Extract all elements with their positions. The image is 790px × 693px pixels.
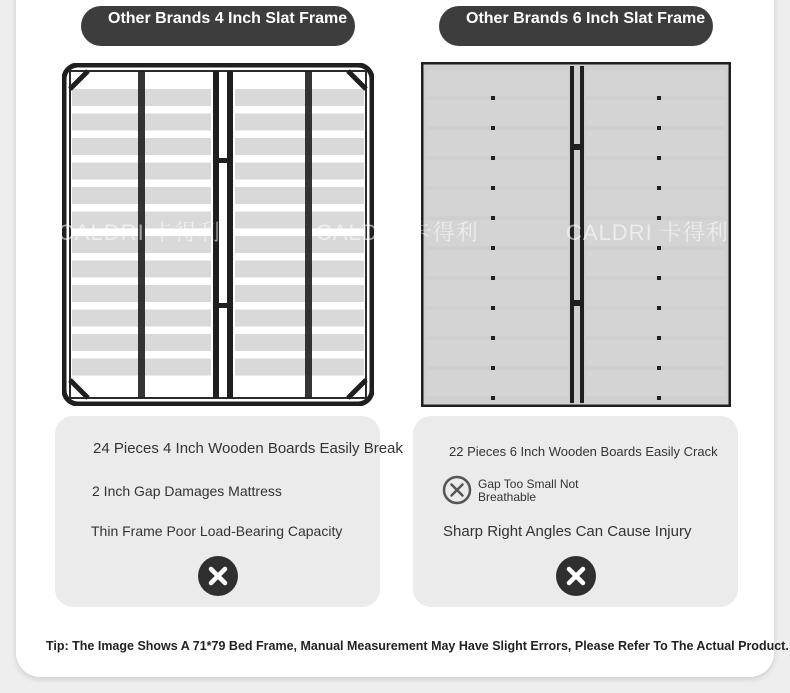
right-issue-3: Sharp Right Angles Can Cause Injury [443, 523, 692, 540]
close-icon [198, 556, 238, 596]
right-issue-2: Gap Too Small Not Breathable [478, 477, 579, 504]
left-title-pill [81, 6, 355, 46]
watermark-1: CALDRI 卡得利 [58, 220, 221, 245]
left-issue-2: 2 Inch Gap Damages Mattress [92, 483, 282, 499]
left-issue-3: Thin Frame Poor Load-Bearing Capacity [91, 523, 343, 539]
tip-text: Tip: The Image Shows A 71*79 Bed Frame, Manual Measurement May Have Slight Errors, Please Refer To The Actual Product. [46, 639, 789, 653]
right-title-pill [439, 6, 713, 46]
watermark-3: CALDRI 卡得利 [566, 220, 729, 245]
right-title: Other Brands 6 Inch Slat Frame [466, 10, 706, 27]
right-issue-1: 22 Pieces 6 Inch Wooden Boards Easily Crack [449, 444, 718, 459]
left-title: Other Brands 4 Inch Slat Frame [108, 10, 348, 27]
close-circle-icon [442, 475, 472, 505]
close-icon [556, 556, 596, 596]
watermark-2: CALDRI 卡得利 [316, 220, 479, 245]
left-issue-1: 24 Pieces 4 Inch Wooden Boards Easily Break [93, 440, 403, 457]
